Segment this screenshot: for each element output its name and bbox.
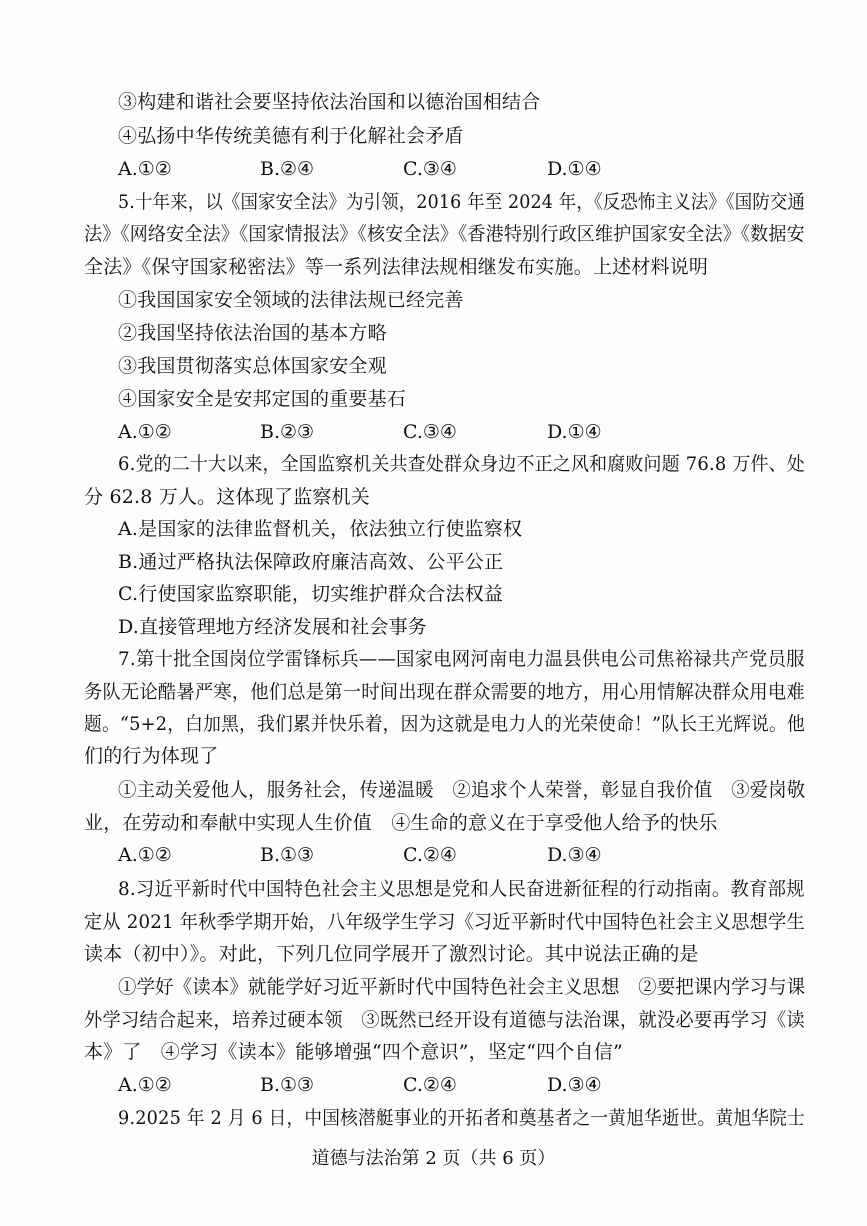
option-c: C.③④ [403, 158, 457, 180]
question-6-stem: 6.党的二十大以来，全国监察机关共查处群众身边不正之风和腐败问题 76.8 万件、处 [118, 453, 805, 475]
option-c: C.行使国家监察职能，切实维护群众合法权益 [118, 583, 504, 605]
question-5-stem-cont: 法》《网络安全法》《国家情报法》《核安全法》《香港特别行政区维护国家安全法》《数据安 [84, 223, 805, 245]
option-b: B.②④ [260, 158, 315, 180]
option-a: A.①② [118, 844, 172, 866]
question-7-statements-cont: 业，在劳动和奉献中实现人生价值 ④生命的意义在于享受他人给予的快乐 [84, 812, 718, 834]
question-7-stem: 7.第十批全国岗位学雷锋标兵——国家电网河南电力温县供电公司焦裕禄共产党员服 [118, 648, 805, 670]
option-d: D.直接管理地方经济发展和社会事务 [118, 616, 427, 638]
statement-4: ④国家安全是安邦定国的重要基石 [118, 388, 407, 410]
option-d: D.①④ [547, 158, 602, 180]
question-7-statements: ①主动关爱他人，服务社会，传递温暖 ②追求个人荣誉，彰显自我价值 ③爱岗敬 [118, 779, 806, 801]
option-c: C.②④ [403, 1074, 457, 1096]
question-8-statements: ①学好《读本》就能学好习近平新时代中国特色社会主义思想 ②要把课内学习与课 [118, 976, 806, 998]
option-d: D.①④ [547, 421, 602, 443]
option-b: B.①③ [260, 844, 315, 866]
option-c: C.③④ [403, 421, 457, 443]
answer-options-q5 [118, 420, 798, 444]
option-b: B.②③ [260, 421, 315, 443]
question-8-stem: 8.习近平新时代中国特色社会主义思想是党和人民奋进新征程的行动指南。教育部规 [118, 878, 805, 900]
question-8-stem-cont: 定从 2021 年秋季学期开始，八年级学生学习《习近平新时代中国特色社会主义思想学生 [84, 911, 805, 933]
question-8-statements-cont: 外学习结合起来，培养过硬本领 ③既然已经开设有道德与法治课，就没必要再学习《读 [84, 1009, 805, 1031]
option-d: D.③④ [547, 1074, 602, 1096]
option-a: A.①② [118, 158, 172, 180]
question-7-stem-cont2: 题。“5+2，白加黑，我们累并快乐着，因为这就是电力人的光荣使命！”队长王光辉说。他 [84, 713, 805, 735]
question-6-stem-cont: 分 62.8 万人。这体现了监察机关 [84, 486, 370, 508]
question-8-stem-end: 读本（初中）》。对此，下列几位同学展开了激烈讨论。其中说法正确的是 [84, 943, 699, 965]
option-a: A.①② [118, 421, 172, 443]
option-b: B.通过严格执法保障政府廉洁高效、公平公正 [118, 551, 504, 573]
question-7-stem-end: 们的行为体现了 [84, 745, 219, 767]
option-c: C.②④ [403, 844, 457, 866]
statement-4: ④弘扬中华传统美德有利于化解社会矛盾 [118, 125, 464, 147]
page-footer: 道德与法治第 2 页（共 6 页） [311, 1148, 556, 1169]
statement-2: ②我国坚持依法治国的基本方略 [118, 322, 387, 344]
question-7-stem-cont: 务队无论酷暑严寒，他们总是第一时间出现在群众需要的地方，用心用情解决群众用电难 [84, 681, 805, 703]
question-8-statements-end: 本》了 ④学习《读本》能够增强“四个意识”，坚定“四个自信” [84, 1041, 623, 1063]
question-9-stem: 9.2025 年 2 月 6 日，中国核潜艇事业的开拓者和奠基者之一黄旭华逝世。黄旭华院士 [118, 1107, 805, 1129]
option-a: A.是国家的法律监督机关，依法独立行使监察权 [118, 518, 523, 540]
option-b: B.①③ [260, 1074, 315, 1096]
question-5-stem: 5.十年来，以《国家安全法》为引领，2016 年至 2024 年，《反恐怖主义法》《国防交通 [118, 191, 806, 213]
statement-3: ③我国贯彻落实总体国家安全观 [118, 355, 387, 377]
option-a: A.①② [118, 1074, 172, 1096]
answer-options-q7 [118, 843, 798, 867]
question-5-stem-end: 全法》《保守国家秘密法》等一系列法律法规相继发布实施。上述材料说明 [84, 256, 709, 278]
statement-1: ①我国国家安全领域的法律法规已经完善 [118, 289, 464, 311]
statement-3: ③构建和谐社会要坚持依法治国和以德治国相结合 [118, 91, 541, 113]
option-d: D.③④ [547, 844, 602, 866]
answer-options-q4 [118, 157, 798, 181]
answer-options-q8 [118, 1073, 798, 1097]
